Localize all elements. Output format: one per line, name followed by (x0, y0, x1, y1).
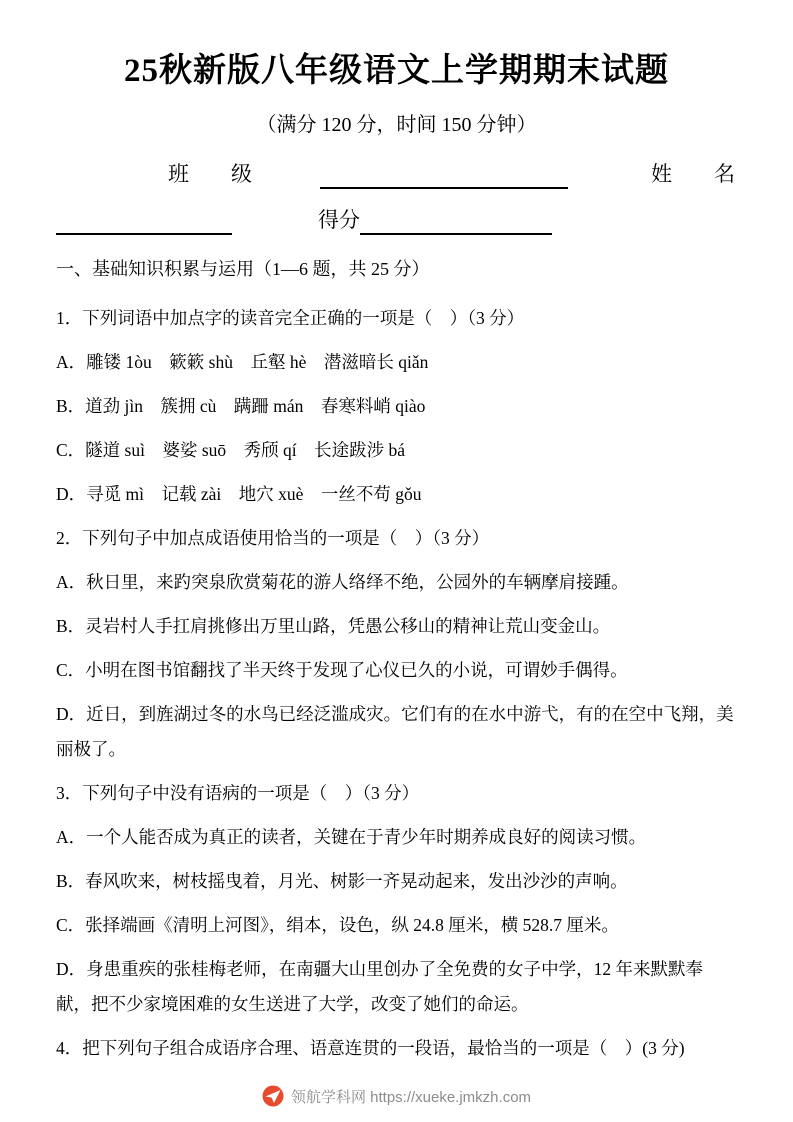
q2-option-a: A．秋日里，来趵突泉欣赏菊花的游人络绎不绝，公园外的车辆摩肩接踵。 (56, 572, 629, 593)
site-logo-icon (262, 1085, 284, 1107)
q4-stem: 4．把下列句子组合成语序合理、语意连贯的一段语，最恰当的一项是（ ）(3 分) (56, 1038, 685, 1059)
q2-stem: 2．下列句子中加点成语使用恰当的一项是（ ）（3 分） (56, 528, 490, 549)
q2-option-c: C．小明在图书馆翻找了半天终于发现了心仪已久的小说，可谓妙手偶得。 (56, 660, 628, 681)
name-label: 姓 名 (651, 162, 735, 187)
q3-option-c: C．张择端画《清明上河图》，绢本，设色，纵 24.8 厘米，横 528.7 厘米。 (56, 915, 619, 936)
student-info-row (56, 161, 737, 189)
name-blank-line (56, 207, 232, 235)
section-heading: 一、基础知识积累与运用（1—6 题，共 25 分） (56, 258, 430, 279)
q1-option-a: A．雕镂 1òu 簌簌 shù 丘壑 hè 潜滋暗长 qiǎn (56, 352, 429, 373)
class-label: 班 级 (168, 162, 252, 187)
q1-option-c: C．隧道 suì 婆娑 suō 秀颀 qí 长途跋涉 bá (56, 440, 406, 461)
q2-option-d: D．近日，到旌湖过冬的水鸟已经泛滥成灾。它们有的在水中游弋，有的在空中飞翔，美丽极了。 (56, 704, 734, 760)
class-blank-line (320, 161, 568, 189)
q2-option-b: B．灵岩村人手扛肩挑修出万里山路，凭愚公移山的精神让荒山变金山。 (56, 616, 611, 637)
score-label: 得分 (318, 208, 360, 233)
q1-option-b: B．道劲 jìn 簇拥 cù 蹒跚 mán 春寒料峭 qiào (56, 396, 426, 417)
q3-option-d: D．身患重疾的张桂梅老师，在南疆大山里创办了全免费的女子中学，12 年来默默奉献，把不少家境困难的女生送进了大学，改变了她们的命运。 (56, 959, 704, 1015)
q3-stem: 3．下列句子中没有语病的一项是（ ）（3 分） (56, 783, 420, 804)
q1-stem: 1．下列词语中加点字的读音完全正确的一项是（ ）（3 分） (56, 308, 525, 329)
exam-subtitle: （满分 120 分，时间 150 分钟） (256, 113, 537, 136)
q3-option-b: B．春风吹来，树枝摇曳着，月光、树影一齐晃动起来，发出沙沙的声响。 (56, 871, 628, 892)
q3-option-a: A．一个人能否成为真正的读者，关键在于青少年时期养成良好的阅读习惯。 (56, 827, 647, 848)
score-row (56, 207, 737, 235)
page-title: 25秋新版八年级语文上学期期末试题 (124, 53, 669, 89)
q1-option-d: D．寻觅 mì 记载 zài 地穴 xuè 一丝不苟 gǒu (56, 484, 422, 505)
page-footer (56, 1075, 737, 1119)
score-blank-line (360, 207, 552, 235)
site-link[interactable]: 领航学科网 https://xueke.jmkzh.com (290, 1088, 532, 1106)
